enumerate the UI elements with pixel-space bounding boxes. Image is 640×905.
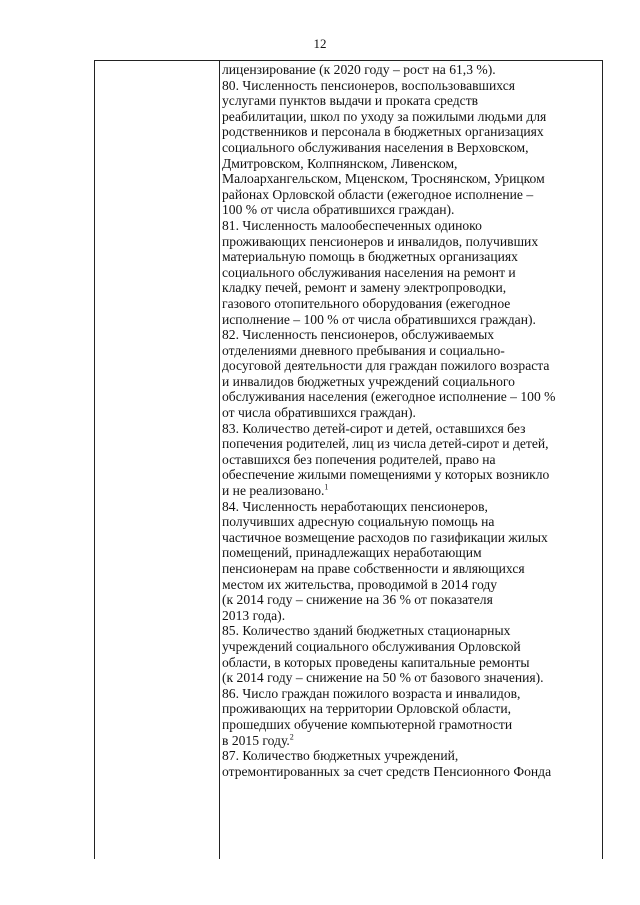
text-line	[222, 202, 600, 218]
text-line-content: попечения родителей, лиц из числа детей-сирот и детей,	[222, 436, 549, 452]
text-line-content: отремонтированных за счет средств Пенсионного Фонда	[222, 763, 552, 779]
text-line-content: 80. Численность пенсионеров, воспользовавшихся	[222, 77, 515, 93]
text-line-content: исполнение – 100 % от числа обратившихся граждан).	[222, 311, 536, 327]
text-line-content: 81. Численность малообеспеченных одиноко	[222, 217, 482, 233]
text-line-content: местом их жительства, проводимой в 2014 году	[222, 576, 498, 592]
text-line-content: (к 2014 году – снижение на 50 % от базового значения).	[222, 670, 544, 686]
text-line	[222, 608, 600, 624]
text-line-content: 100 % от числа обратившихся граждан).	[222, 202, 455, 218]
text-line-content: обеспечение жилыми помещениями у которых возникло	[222, 467, 550, 483]
indicator-text-cell	[222, 62, 600, 779]
text-line-content: отделениями дневного пребывания и социально-	[222, 342, 505, 358]
text-line-content: области, в которых проведены капитальные ремонты	[222, 654, 530, 670]
text-line	[222, 733, 600, 749]
text-line-content: услугами пунктов выдачи и проката средств	[222, 93, 479, 109]
text-line	[222, 499, 600, 515]
text-line-content: Малоархангельском, Мценском, Троснянском, Урицком	[222, 171, 545, 187]
text-line	[222, 686, 600, 702]
text-line-content: газового отопительного оборудования (ежегодное	[222, 295, 511, 311]
page-number: 12	[313, 36, 327, 51]
text-line	[222, 764, 600, 780]
text-line	[222, 140, 600, 156]
text-line	[222, 93, 600, 109]
text-line-content: и не реализовано.	[222, 483, 325, 499]
text-line-content: (к 2014 году – снижение на 36 % от показателя	[222, 592, 493, 608]
text-line	[222, 717, 600, 733]
text-line	[222, 280, 600, 296]
text-line	[222, 592, 600, 608]
text-line	[222, 187, 600, 203]
footnote-mark: 1	[324, 482, 329, 492]
text-line-content: Дмитровском, Колпнянском, Ливенском,	[222, 155, 458, 171]
text-line	[222, 343, 600, 359]
text-line	[222, 545, 600, 561]
text-line-content: 2013 года).	[222, 607, 286, 623]
text-line-content: родственников и персонала в бюджетных организациях	[222, 124, 544, 140]
text-line	[222, 358, 600, 374]
text-line	[222, 405, 600, 421]
text-line-content: от числа обратившихся граждан).	[222, 405, 416, 421]
text-line-content: кладку печей, ремонт и замену электропроводки,	[222, 280, 507, 296]
footnote-mark: 2	[289, 732, 294, 741]
text-line-content: 85. Количество зданий бюджетных стационарных	[222, 623, 511, 639]
text-line	[222, 748, 600, 764]
text-line	[222, 312, 600, 328]
text-line-content: получивших адресную социальную помощь на	[222, 514, 495, 530]
text-line-content: пенсионерам на праве собственности и являющихся	[222, 561, 525, 576]
text-line-content: материальную помощь в бюджетных организациях	[222, 249, 518, 265]
text-line-content: проживающих на территории Орловской области,	[222, 701, 512, 717]
text-line-content: социального обслуживания населения в Верховском,	[222, 139, 529, 155]
text-line	[222, 670, 600, 686]
text-line	[222, 514, 600, 530]
text-line-content: оставшихся без попечения родителей, право на	[222, 451, 496, 467]
text-line	[222, 389, 600, 405]
text-line	[222, 561, 600, 577]
text-line-content: учреждений социального обслуживания Орловской	[222, 638, 521, 654]
text-line	[222, 623, 600, 639]
text-line	[222, 249, 600, 265]
text-line-content: 86. Число граждан пожилого возраста и инвалидов,	[222, 685, 521, 701]
text-line-content: частичное возмещение расходов по газификации жилых	[222, 529, 548, 545]
text-line	[222, 327, 600, 343]
text-line	[222, 421, 600, 437]
text-line	[222, 78, 600, 94]
text-line-content: в 2015 году.	[222, 732, 290, 748]
text-line-content: помещений, принадлежащих неработающим	[222, 545, 482, 561]
text-line-content: прошедших обучение компьютерной грамотности	[222, 716, 513, 732]
text-line	[222, 374, 600, 390]
text-line	[222, 109, 600, 125]
text-line-content: и инвалидов бюджетных учреждений социального	[222, 373, 515, 389]
text-line-content: досуговой деятельности для граждан пожилого возраста	[222, 358, 550, 374]
text-line	[222, 655, 600, 671]
text-line	[222, 701, 600, 717]
text-line	[222, 639, 600, 655]
text-line	[222, 218, 600, 234]
text-line	[222, 467, 600, 483]
text-line	[222, 436, 600, 452]
text-line-content: 87. Количество бюджетных учреждений,	[222, 748, 459, 764]
text-line	[222, 265, 600, 281]
column-divider	[219, 61, 220, 859]
text-line	[222, 296, 600, 312]
text-line	[222, 483, 600, 499]
text-line-content: 82. Численность пенсионеров, обслуживаемых	[222, 327, 495, 343]
indicator-table	[94, 60, 603, 859]
text-line	[222, 577, 600, 593]
text-line-content: обслуживания населения (ежегодное исполнение – 100 %	[222, 389, 556, 405]
text-line-content: районах Орловской области (ежегодное исполнение –	[222, 186, 534, 202]
text-line	[222, 452, 600, 468]
text-line	[222, 124, 600, 140]
text-line	[222, 156, 600, 172]
text-line	[222, 62, 600, 78]
text-line-content: лицензирование (к 2020 году – рост на 61,3 %).	[222, 62, 496, 77]
text-line	[222, 530, 600, 546]
text-line-content: 84. Численность неработающих пенсионеров,	[222, 498, 488, 514]
text-line-content: проживающих пенсионеров и инвалидов, получивших	[222, 233, 539, 249]
text-line	[222, 234, 600, 250]
text-line-content: социального обслуживания населения на ремонт и	[222, 264, 516, 280]
text-line	[222, 171, 600, 187]
text-line-content: реабилитации, школ по уходу за пожилыми людьми для	[222, 108, 547, 124]
text-line-content: 83. Количество детей-сирот и детей, оставшихся без	[222, 420, 526, 436]
